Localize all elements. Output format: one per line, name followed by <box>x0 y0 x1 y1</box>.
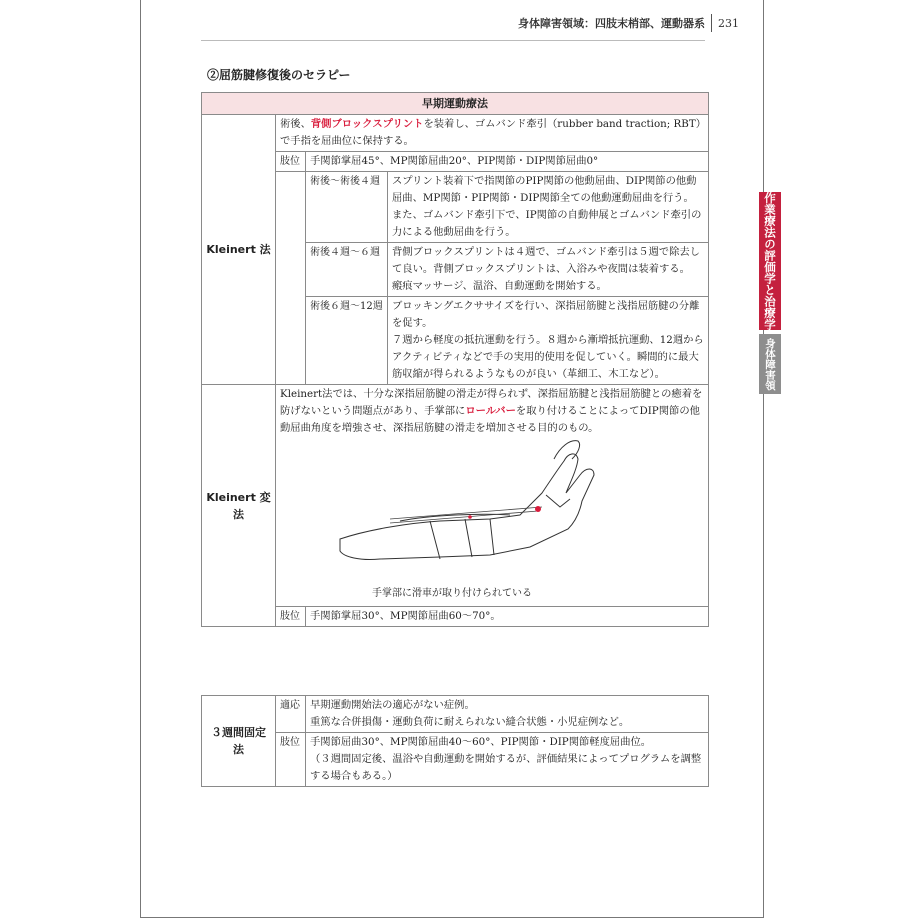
method-kleinert: Kleinert 法 <box>202 115 276 385</box>
header-separator <box>711 14 712 32</box>
page-number: 231 <box>718 16 739 30</box>
kleinert-intro: 術後、背側ブロックスプリントを装着し、ゴムバンド牽引（rubber band traction; RBT）で手指を屈曲位に保持する。 <box>276 115 709 152</box>
three-week-fixation-table <box>201 695 709 787</box>
posture-label: 肢位 <box>276 607 306 627</box>
stage-period: 術後６週～12週 <box>306 297 388 385</box>
running-head <box>518 14 739 32</box>
pulley-marker <box>468 515 472 519</box>
stage-content: 背側ブロックスプリントは４週で、ゴムバンド牽引は５週で除去して良い。背側ブロックスプリントは、入浴みや夜間は装着する。 瘢痕マッサージ、温浴、自動運動を開始する。 <box>388 243 709 297</box>
method-three-week: ３週間固定法 <box>202 696 276 787</box>
posture-label: 肢位 <box>276 152 306 172</box>
section-title: ②屈筋腱修復後のセラピー <box>207 68 351 82</box>
indent-cell <box>276 172 306 385</box>
indication-label: 適応 <box>276 696 306 733</box>
early-motion-table <box>201 92 709 627</box>
hand-splint-figure <box>280 437 704 605</box>
posture-value: 手関節掌屈30°、MP関節屈曲60～70°。 <box>306 607 709 627</box>
indication-content: 早期運動開始法の適応がない症例。 重篤な合併損傷・運動負荷に耐えられない縫合状態・小児症例など。 <box>306 696 709 733</box>
book-page <box>140 0 777 918</box>
stage-period: 術後４週～６週 <box>306 243 388 297</box>
highlight-roll-bar: ロールバー <box>465 405 516 417</box>
hand-splint-illustration <box>280 437 700 587</box>
figure-caption: 手掌部に滑車が取り付けられている <box>372 588 532 599</box>
stage-content: スプリント装着下で指関節のPIP関節の他動屈曲、DIP関節の他動屈曲、MP関節・PIP関節・DIP関節全ての他動運動屈曲を行う。また、ゴムバンド牽引下で、IP関節の自動伸展とゴムバンド牽引の力による他動屈曲を行う。 <box>388 172 709 243</box>
posture-value: 手関節掌屈45°、MP関節屈曲20°、PIP関節・DIP関節屈曲0° <box>306 152 709 172</box>
pulley-marker <box>535 506 541 512</box>
chapter-tab: 作業療法の評価学と治療学 <box>759 192 781 330</box>
stage-period: 術後～術後４週 <box>306 172 388 243</box>
table-header: 早期運動療法 <box>202 93 709 115</box>
highlight-dorsal-splint: 背側ブロックスプリント <box>310 118 424 130</box>
stage-content: ブロッキングエクササイズを行い、深指屈筋腱と浅指屈筋腱の分離を促す。 ７週から軽度の抵抗運動を行う。８週から漸増抵抗運動、12週からアクティビティなどで手の実用的使用を促していく。瞬間的に最大筋収縮が得られるようなものが良い（革細工、木工など）。 <box>388 297 709 385</box>
method-kleinert-modified: Kleinert 変法 <box>202 385 276 627</box>
posture-content: 手関節屈曲30°、MP関節屈曲40～60°、PIP関節・DIP関節軽度屈曲位。 （３週間固定後、温浴や自動運動を開始するが、評価結果によってプログラムを調整する場合もある。） <box>306 733 709 787</box>
section-tab: 身体障害領域 <box>759 334 781 394</box>
posture-label: 肢位 <box>276 733 306 787</box>
kleinert-mod-description: Kleinert法では、十分な深指屈筋腱の滑走が得られず、深指屈筋腱と浅指屈筋腱との癒着を防げないという問題点があり、手掌部にロールバーを取り付けることによってDIP関節の他動屈曲角度を増強させ、深指屈筋腱の滑走を増加させる目的のもの。 手掌部に滑車が取り付けられている <box>276 385 709 607</box>
header-rule <box>201 40 705 41</box>
running-title: 身体障害領域：四肢末梢部、運動器系 <box>518 17 705 30</box>
